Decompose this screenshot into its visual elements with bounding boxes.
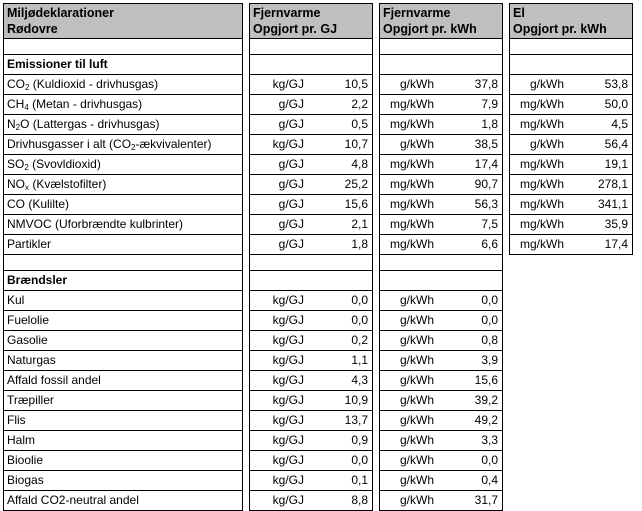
header-line-2: Opgjort pr. GJ xyxy=(253,22,338,36)
unit-label: g/kWh xyxy=(399,393,434,407)
data-cell xyxy=(379,411,503,431)
value: 0,0 xyxy=(481,453,498,467)
header-line-2: Opgjort pr. kWh xyxy=(513,22,607,36)
unit-label: kg/GJ xyxy=(272,453,304,467)
emission-label xyxy=(3,175,243,195)
subscript: 2 xyxy=(25,83,30,92)
spacer-row xyxy=(379,39,503,55)
value: 38,5 xyxy=(474,137,498,151)
emission-label xyxy=(3,195,243,215)
column-header xyxy=(509,3,633,39)
unit-label: g/kWh xyxy=(399,293,434,307)
unit-label: kg/GJ xyxy=(272,373,304,387)
data-cell xyxy=(379,115,503,135)
value: 4,3 xyxy=(351,373,368,387)
data-cell xyxy=(509,75,633,95)
unit-label: mg/kWh xyxy=(519,217,564,231)
header-line-1: Miljødeklarationer xyxy=(7,6,114,20)
value: 0,0 xyxy=(351,293,368,307)
value: 1,8 xyxy=(351,237,368,251)
data-cell xyxy=(379,155,503,175)
fuel-label xyxy=(3,331,243,351)
data-cell xyxy=(379,175,503,195)
unit-label: g/kWh xyxy=(399,333,434,347)
data-cell xyxy=(379,95,503,115)
section-row xyxy=(379,55,503,75)
value: 0,0 xyxy=(481,293,498,307)
value: 0,4 xyxy=(481,473,498,487)
unit-label: mg/kWh xyxy=(389,217,434,231)
value: 2,1 xyxy=(351,217,368,231)
fuel-label xyxy=(3,471,243,491)
fuel-name: Naturgas xyxy=(7,353,56,367)
fuel-name: Biogas xyxy=(7,473,44,487)
spacer-row xyxy=(3,255,243,271)
fuel-label xyxy=(3,351,243,371)
emission-label xyxy=(3,235,243,255)
data-cell xyxy=(249,235,373,255)
value: 49,2 xyxy=(474,413,498,427)
value: 53,8 xyxy=(604,77,628,91)
data-cell xyxy=(249,175,373,195)
spacer-row xyxy=(509,39,633,55)
value: 0,5 xyxy=(351,117,368,131)
value: 17,4 xyxy=(474,157,498,171)
emission-name: NMVOC (Uforbrændte kulbrinter) xyxy=(7,217,184,231)
data-cell xyxy=(249,331,373,351)
data-cell xyxy=(249,491,373,511)
value: 37,8 xyxy=(474,77,498,91)
unit-label: kg/GJ xyxy=(272,413,304,427)
emission-name: Drivhusgasser i alt $(CO_2-ækvivalenter)$ xyxy=(7,137,212,152)
column-header xyxy=(3,3,243,39)
unit-label: mg/kWh xyxy=(389,237,434,251)
value: 17,4 xyxy=(604,237,628,251)
value: 13,7 xyxy=(344,413,368,427)
value: 0,9 xyxy=(351,433,368,447)
data-cell xyxy=(249,471,373,491)
unit-label: g/kWh xyxy=(399,433,434,447)
data-cell xyxy=(379,451,503,471)
emission-name: $CO_2$ (Kuldioxid - drivhusgas) xyxy=(7,77,159,92)
value: 3,9 xyxy=(481,353,498,367)
data-cell xyxy=(249,391,373,411)
data-cell xyxy=(249,95,373,115)
data-cell xyxy=(249,351,373,371)
unit-label: mg/kWh xyxy=(389,177,434,191)
unit-label: mg/kWh xyxy=(519,237,564,251)
unit-label: mg/kWh xyxy=(519,177,564,191)
unit-label: g/GJ xyxy=(278,217,304,231)
value: 56,4 xyxy=(604,137,628,151)
fuel-name: Kul xyxy=(7,293,25,307)
value: 39,2 xyxy=(474,393,498,407)
section-row xyxy=(3,271,243,291)
emission-name: Partikler xyxy=(7,237,52,251)
value: 35,9 xyxy=(604,217,628,231)
section-row xyxy=(509,55,633,75)
fuel-name: Træpiller xyxy=(7,393,54,407)
data-cell xyxy=(379,371,503,391)
unit-label: g/GJ xyxy=(278,197,304,211)
value: 10,5 xyxy=(344,77,368,91)
emission-label xyxy=(3,155,243,175)
value: 278,1 xyxy=(597,177,628,191)
value: 90,7 xyxy=(474,177,498,191)
emission-name: $CH_4$ (Metan - drivhusgas) xyxy=(7,97,143,112)
header-line-1: Fjernvarme xyxy=(253,6,321,20)
unit-label: g/GJ xyxy=(278,97,304,111)
subscript: 4 xyxy=(24,103,29,112)
emission-label xyxy=(3,215,243,235)
data-cell xyxy=(379,135,503,155)
fuel-label xyxy=(3,411,243,431)
unit-label: mg/kWh xyxy=(389,157,434,171)
unit-label: g/kWh xyxy=(399,453,434,467)
value: 15,6 xyxy=(474,373,498,387)
value: 341,1 xyxy=(597,197,628,211)
value: 56,3 xyxy=(474,197,498,211)
data-cell xyxy=(379,291,503,311)
value: 31,7 xyxy=(474,493,498,507)
unit-label: g/kWh xyxy=(529,77,564,91)
fuel-name: Halm xyxy=(7,433,36,447)
section-title-emissions: Emissioner til luft xyxy=(7,57,108,71)
unit-label: kg/GJ xyxy=(272,313,304,327)
data-cell xyxy=(249,135,373,155)
unit-label: mg/kWh xyxy=(389,117,434,131)
data-cell xyxy=(249,431,373,451)
data-cell xyxy=(379,311,503,331)
data-cell xyxy=(249,115,373,135)
data-cell xyxy=(379,75,503,95)
unit-label: kg/GJ xyxy=(272,77,304,91)
fuel-name: Fuelolie xyxy=(7,313,50,327)
data-cell xyxy=(509,175,633,195)
header-line-1: Fjernvarme xyxy=(383,6,451,20)
value: 7,9 xyxy=(481,97,498,111)
data-cell xyxy=(379,235,503,255)
fuel-label xyxy=(3,491,243,511)
value: 0,0 xyxy=(351,453,368,467)
value: 4,8 xyxy=(351,157,368,171)
data-cell xyxy=(249,311,373,331)
fuel-label xyxy=(3,291,243,311)
value: 0,0 xyxy=(481,313,498,327)
header-line-1: El xyxy=(513,6,525,20)
unit-label: g/kWh xyxy=(399,137,434,151)
data-cell xyxy=(249,371,373,391)
spacer-row xyxy=(3,39,243,55)
fuel-label xyxy=(3,311,243,331)
emission-name: $N_2O$ (Lattergas - drivhusgas) xyxy=(7,117,160,132)
value: 2,2 xyxy=(351,97,368,111)
emission-label xyxy=(3,75,243,95)
unit-label: g/GJ xyxy=(278,237,304,251)
data-cell xyxy=(509,155,633,175)
emission-name: CO (Kulilte) xyxy=(7,197,70,211)
data-cell xyxy=(509,95,633,115)
unit-label: g/GJ xyxy=(278,117,304,131)
unit-label: g/kWh xyxy=(399,373,434,387)
fuel-name: Bioolie xyxy=(7,453,44,467)
subscript: x xyxy=(25,183,29,192)
value: 8,8 xyxy=(351,493,368,507)
data-cell xyxy=(249,75,373,95)
value: 15,6 xyxy=(344,197,368,211)
data-cell xyxy=(379,195,503,215)
fuel-name: Affald fossil andel xyxy=(7,373,101,387)
spacer-row xyxy=(379,255,503,271)
unit-label: mg/kWh xyxy=(519,157,564,171)
unit-label: kg/GJ xyxy=(272,333,304,347)
data-cell xyxy=(249,215,373,235)
fuel-label xyxy=(3,451,243,471)
data-cell xyxy=(249,195,373,215)
value: 50,0 xyxy=(604,97,628,111)
fuel-name: Affald CO2-neutral andel xyxy=(7,493,139,507)
unit-label: kg/GJ xyxy=(272,393,304,407)
data-cell xyxy=(509,215,633,235)
data-cell xyxy=(509,195,633,215)
unit-label: kg/GJ xyxy=(272,293,304,307)
section-row xyxy=(3,55,243,75)
emission-label xyxy=(3,95,243,115)
unit-label: mg/kWh xyxy=(389,197,434,211)
value: 1,8 xyxy=(481,117,498,131)
value: 19,1 xyxy=(604,157,628,171)
unit-label: g/kWh xyxy=(399,313,434,327)
value: 0,0 xyxy=(351,313,368,327)
value: 0,8 xyxy=(481,333,498,347)
unit-label: g/kWh xyxy=(529,137,564,151)
unit-label: g/kWh xyxy=(399,353,434,367)
unit-label: mg/kWh xyxy=(519,197,564,211)
unit-label: g/kWh xyxy=(399,493,434,507)
fuel-label xyxy=(3,431,243,451)
subscript: 2 xyxy=(131,143,136,152)
fuel-label xyxy=(3,391,243,411)
fuel-name: Gasolie xyxy=(7,333,48,347)
data-cell xyxy=(379,471,503,491)
data-cell xyxy=(509,135,633,155)
data-cell xyxy=(249,155,373,175)
unit-label: g/kWh xyxy=(399,473,434,487)
unit-label: g/kWh xyxy=(399,413,434,427)
value: 6,6 xyxy=(481,237,498,251)
emission-label xyxy=(3,135,243,155)
unit-label: g/GJ xyxy=(278,157,304,171)
data-cell xyxy=(379,391,503,411)
data-cell xyxy=(379,215,503,235)
section-row xyxy=(249,55,373,75)
value: 7,5 xyxy=(481,217,498,231)
header-line-2: Rødovre xyxy=(7,22,58,36)
data-cell xyxy=(509,235,633,255)
data-cell xyxy=(379,331,503,351)
unit-label: mg/kWh xyxy=(519,97,564,111)
column-header xyxy=(249,3,373,39)
subscript: 2 xyxy=(24,163,29,172)
spacer-row xyxy=(249,255,373,271)
data-cell xyxy=(509,115,633,135)
value: 10,7 xyxy=(344,137,368,151)
unit-label: kg/GJ xyxy=(272,433,304,447)
value: 25,2 xyxy=(344,177,368,191)
header-line-2: Opgjort pr. kWh xyxy=(383,22,477,36)
value: 0,1 xyxy=(351,473,368,487)
emission-name: $NO_x$ (Kvælstofilter) xyxy=(7,177,107,192)
section-row xyxy=(249,271,373,291)
fuel-name: Flis xyxy=(7,413,26,427)
emission-label xyxy=(3,115,243,135)
subscript: 2 xyxy=(15,123,21,132)
unit-label: kg/GJ xyxy=(272,137,304,151)
value: 10,9 xyxy=(344,393,368,407)
fuel-label xyxy=(3,371,243,391)
value: 3,3 xyxy=(481,433,498,447)
column-header xyxy=(379,3,503,39)
unit-label: kg/GJ xyxy=(272,473,304,487)
data-cell xyxy=(379,491,503,511)
value: 4,5 xyxy=(611,117,628,131)
value: 1,1 xyxy=(351,353,368,367)
section-row xyxy=(379,271,503,291)
value: 0,2 xyxy=(351,333,368,347)
emission-name: $SO_2$ (Svovldioxid) xyxy=(7,157,101,172)
data-cell xyxy=(249,451,373,471)
unit-label: g/kWh xyxy=(399,77,434,91)
unit-label: mg/kWh xyxy=(389,97,434,111)
unit-label: g/GJ xyxy=(278,177,304,191)
section-title-fuels: Brændsler xyxy=(7,273,68,287)
data-cell xyxy=(249,411,373,431)
unit-label: kg/GJ xyxy=(272,493,304,507)
unit-label: kg/GJ xyxy=(272,353,304,367)
data-cell xyxy=(379,351,503,371)
data-cell xyxy=(379,431,503,451)
unit-label: mg/kWh xyxy=(519,117,564,131)
data-cell xyxy=(249,291,373,311)
spacer-row xyxy=(249,39,373,55)
